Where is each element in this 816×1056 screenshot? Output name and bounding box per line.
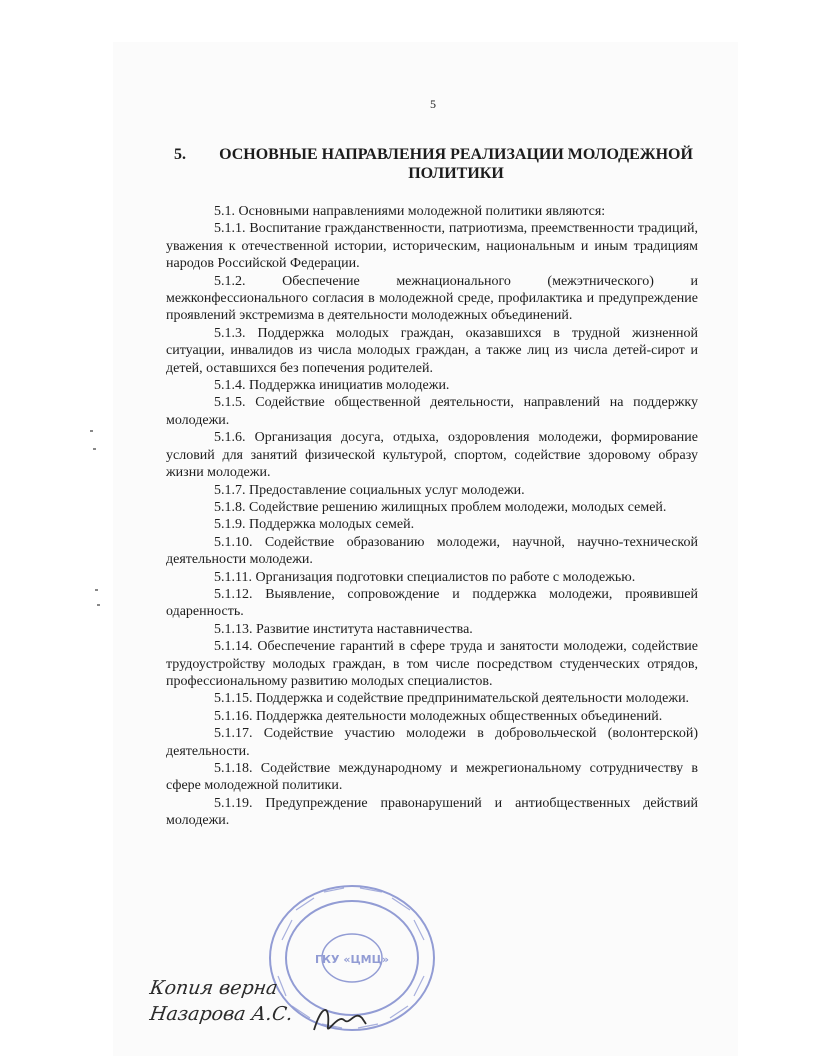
paragraph-5-1-19: 5.1.19. Предупреждение правонарушений и антиобщественных действий молодежи. [166, 795, 698, 829]
page-number: 5 [430, 97, 436, 111]
paragraph-5-1-17: 5.1.17. Содействие участию молодежи в добровольческой (волонтерской) деятельности. [166, 726, 698, 759]
paragraph-5-1-1: 5.1.1. Воспитание гражданственности, патриотизма, преемственности традиций, уважения к отечественной истории, историческим, национальным и иным традициям народов Российской Федерации. [166, 221, 698, 272]
paragraph-5-1-4: 5.1.4. Поддержка инициатив молодежи. [214, 378, 450, 394]
handwritten-signature [310, 1000, 370, 1040]
section-number: 5. [174, 146, 186, 163]
certification-block [150, 975, 293, 1027]
paragraph-5-1-13: 5.1.13. Развитие института наставничества. [214, 621, 473, 637]
paragraph-5-1-6: 5.1.6. Организация досуга, отдыха, оздоровления молодежи, формирование условий для занятий физической культурой, спортом, содействие здоровому образу жизни молодежи. [166, 430, 698, 481]
stamp-center-text: ГКУ «ЦМЦ» [315, 953, 389, 966]
paragraph-5-1-3: 5.1.3. Поддержка молодых граждан, оказавшихся в трудной жизненной ситуации, инвалидов из числа молодых граждан, а также лиц из числа детей-сирот и детей, оставшихся без попечения родителей. [166, 325, 698, 376]
document-body [166, 203, 698, 830]
paragraph-5-1-9: 5.1.9. Поддержка молодых семей. [214, 517, 415, 533]
section-heading [170, 145, 700, 183]
paragraph-5-1-11: 5.1.11. Организация подготовки специалистов по работе с молодежью. [214, 569, 636, 585]
paragraph-5-1-12: 5.1.12. Выявление, сопровождение и поддержка молодежи, проявившей одаренность. [166, 586, 698, 620]
paragraph-5-1-7: 5.1.7. Предоставление социальных услуг молодежи. [214, 482, 525, 498]
paragraph-5-1-2: 5.1.2. Обеспечение межнационального (межэтнического) и межконфессионального согласия в молодежной среде, профилактика и предупреждение проявлений экстремизма в деятельности молодежных объединений. [166, 273, 698, 324]
paragraph-5-1-14: 5.1.14. Обеспечение гарантий в сфере труда и занятости молодежи, содействие трудоустройству молодых граждан, в том числе посредством студенческих отрядов, профессиональному развитию молодых специалистов. [166, 639, 698, 689]
signer-name: Назарова А.С. [148, 1003, 295, 1025]
paragraph-5-1-5: 5.1.5. Содействие общественной деятельности, направлений на поддержку молодежи. [166, 395, 698, 428]
certified-copy-note: Копия верна [148, 977, 280, 999]
paragraph-5-1-15: 5.1.15. Поддержка и содействие предпринимательской деятельности молодежи. [214, 691, 690, 707]
paragraph-5-1-8: 5.1.8. Содействие решению жилищных проблем молодежи, молодых семей. [214, 499, 667, 515]
paragraph-5-1: 5.1. Основными направлениями молодежной политики являются: [214, 204, 606, 219]
paragraph-5-1-10: 5.1.10. Содействие образованию молодежи, научной, научно-технической деятельности молодежи. [166, 534, 698, 568]
section-title: ОСНОВНЫЕ НАПРАВЛЕНИЯ РЕАЛИЗАЦИИ МОЛОДЕЖНОЙ ПОЛИТИКИ [219, 146, 693, 182]
paragraph-5-1-18: 5.1.18. Содействие международному и межрегиональному сотрудничеству в сфере молодежной политики. [166, 761, 698, 794]
paragraph-5-1-16: 5.1.16. Поддержка деятельности молодежных общественных объединений. [214, 708, 663, 724]
